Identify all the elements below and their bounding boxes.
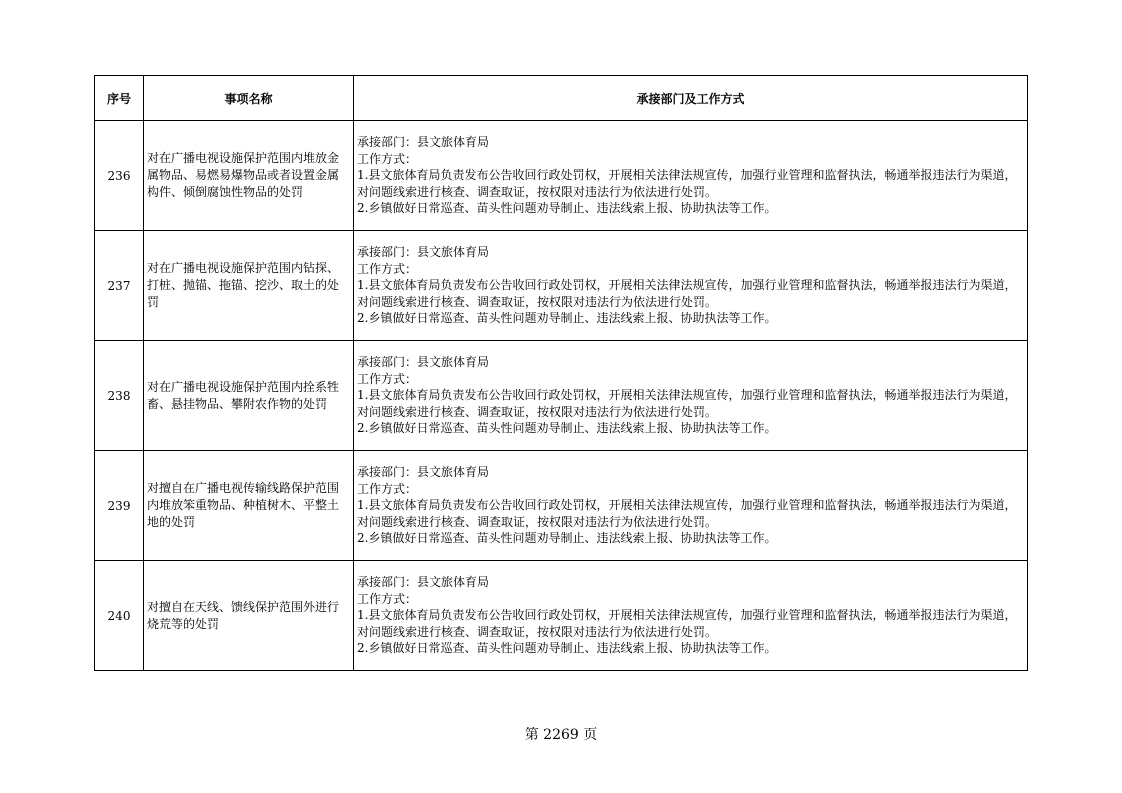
row-index: 237 xyxy=(95,231,144,341)
method-item-2: 2.乡镇做好日常巡查、苗头性问题劝导制止、违法线索上报、协助执法等工作。 xyxy=(357,421,777,436)
method-item-2: 2.乡镇做好日常巡查、苗头性问题劝导制止、违法线索上报、协助执法等工作。 xyxy=(357,531,777,546)
method-item-1: 1.县文旅体育局负责发布公告收回行政处罚权，开展相关法律法规宣传，加强行业管理和监督执法，畅通举报违法行为渠道，对问题线索进行核查、调查取证，按权限对违法行为依法进行处罚。 xyxy=(357,388,1017,419)
method-label: 工作方式： xyxy=(357,481,418,496)
dept-label: 承接部门：县文旅体育局 xyxy=(357,135,490,150)
row-index: 240 xyxy=(95,561,144,671)
row-index: 239 xyxy=(95,451,144,561)
row-name: 对在广播电视设施保护范围内拴系牲畜、悬挂物品、攀附农作物的处罚 xyxy=(144,341,354,451)
row-index: 238 xyxy=(95,341,144,451)
matters-table xyxy=(94,75,1028,671)
header-dept: 承接部门及工作方式 xyxy=(354,76,1028,121)
dept-label: 承接部门：县文旅体育局 xyxy=(357,355,490,370)
row-dept xyxy=(354,121,1028,231)
row-dept xyxy=(354,451,1028,561)
dept-label: 承接部门：县文旅体育局 xyxy=(357,245,490,260)
table-row xyxy=(95,561,1028,671)
method-item-1: 1.县文旅体育局负责发布公告收回行政处罚权，开展相关法律法规宣传，加强行业管理和监督执法，畅通举报违法行为渠道，对问题线索进行核查、调查取证，按权限对违法行为依法进行处罚。 xyxy=(357,608,1017,639)
method-item-2: 2.乡镇做好日常巡查、苗头性问题劝导制止、违法线索上报、协助执法等工作。 xyxy=(357,641,777,656)
method-label: 工作方式： xyxy=(357,151,418,166)
row-name: 对在广播电视设施保护范围内堆放金属物品、易燃易爆物品或者设置金属构件、倾倒腐蚀性物品的处罚 xyxy=(144,121,354,231)
page-number: 第 2269 页 xyxy=(524,727,598,743)
table-row xyxy=(95,341,1028,451)
method-label: 工作方式： xyxy=(357,261,418,276)
table-row xyxy=(95,451,1028,561)
method-item-2: 2.乡镇做好日常巡查、苗头性问题劝导制止、违法线索上报、协助执法等工作。 xyxy=(357,311,777,326)
dept-label: 承接部门：县文旅体育局 xyxy=(357,465,490,480)
method-label: 工作方式： xyxy=(357,371,418,386)
table-header-row xyxy=(95,76,1028,121)
method-item-1: 1.县文旅体育局负责发布公告收回行政处罚权，开展相关法律法规宣传，加强行业管理和监督执法，畅通举报违法行为渠道，对问题线索进行核查、调查取证，按权限对违法行为依法进行处罚。 xyxy=(357,168,1017,199)
table-row xyxy=(95,231,1028,341)
method-item-1: 1.县文旅体育局负责发布公告收回行政处罚权，开展相关法律法规宣传，加强行业管理和监督执法，畅通举报违法行为渠道，对问题线索进行核查、调查取证，按权限对违法行为依法进行处罚。 xyxy=(357,278,1017,309)
row-index: 236 xyxy=(95,121,144,231)
row-name: 对在广播电视设施保护范围内钻探、打桩、抛锚、拖锚、挖沙、取土的处罚 xyxy=(144,231,354,341)
method-item-2: 2.乡镇做好日常巡查、苗头性问题劝导制止、违法线索上报、协助执法等工作。 xyxy=(357,201,777,216)
table-row xyxy=(95,121,1028,231)
method-item-1: 1.县文旅体育局负责发布公告收回行政处罚权，开展相关法律法规宣传，加强行业管理和监督执法，畅通举报违法行为渠道，对问题线索进行核查、调查取证，按权限对违法行为依法进行处罚。 xyxy=(357,498,1017,529)
header-name: 事项名称 xyxy=(144,76,354,121)
row-dept xyxy=(354,341,1028,451)
row-name: 对擅自在广播电视传输线路保护范围内堆放笨重物品、种植树木、平整土地的处罚 xyxy=(144,451,354,561)
row-dept xyxy=(354,561,1028,671)
method-label: 工作方式： xyxy=(357,591,418,606)
header-index: 序号 xyxy=(95,76,144,121)
row-name: 对擅自在天线、馈线保护范围外进行烧荒等的处罚 xyxy=(144,561,354,671)
dept-label: 承接部门：县文旅体育局 xyxy=(357,575,490,590)
row-dept xyxy=(354,231,1028,341)
